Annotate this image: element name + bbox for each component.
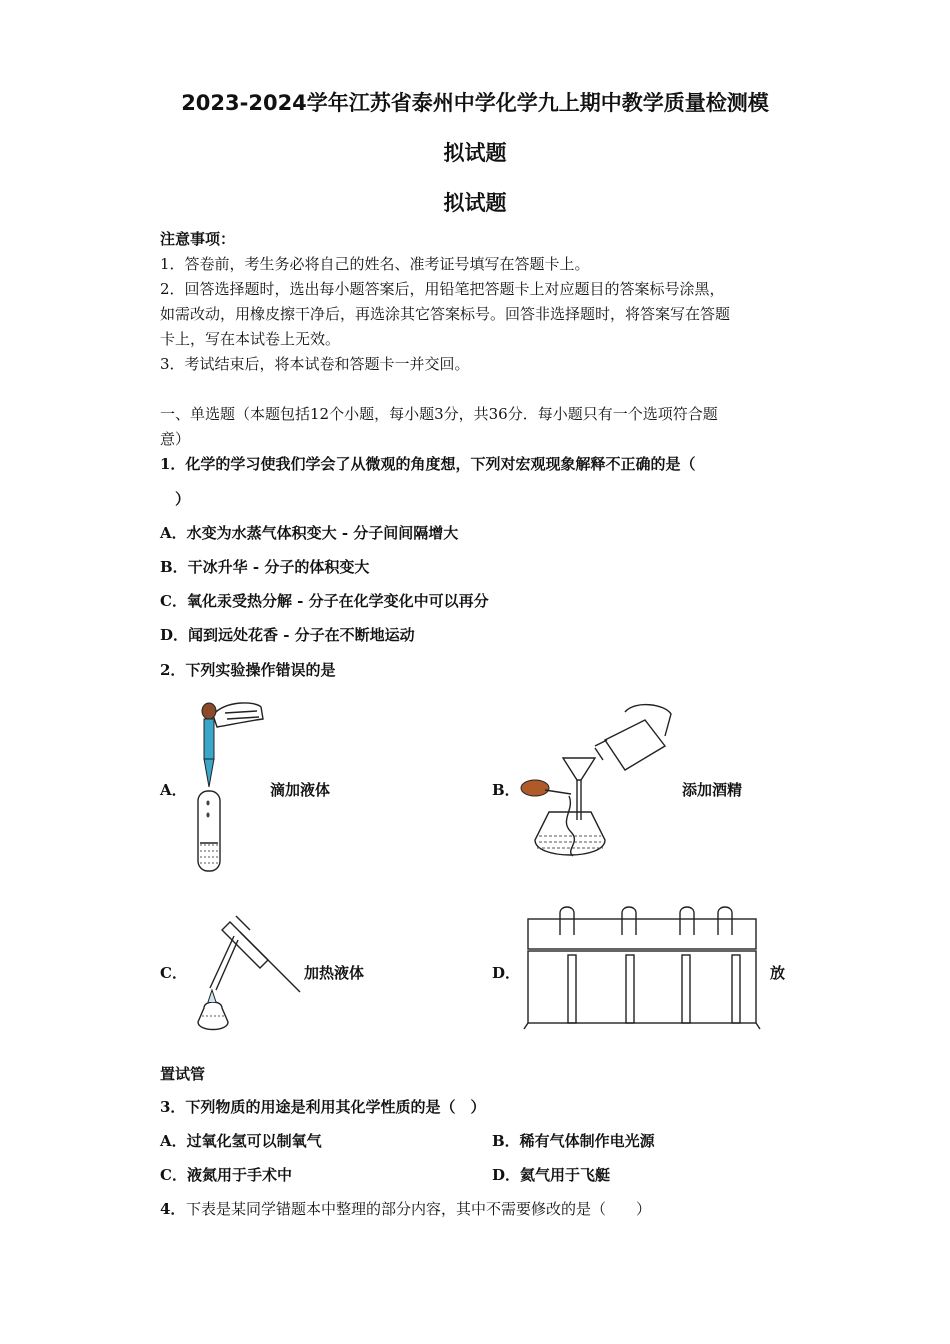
q2-b-caption: 添加酒精 [682,781,743,799]
q3-stem: 3．下列物质的用途是利用其化学性质的是（ ） [160,1098,486,1116]
page-title-line2: 拟试题 [443,141,507,165]
notice-item-2b: 如需改动，用橡皮擦干净后，再选涂其它答案标号。回答非选择题时，将答案写在答题 [160,305,731,323]
q1-option-b: B．干冰升华 - 分子的体积变大 [160,558,370,576]
notice-item-2c: 卡上，写在本试卷上无效。 [160,330,341,348]
q4-number: 4． [160,1200,186,1218]
q2-d-caption: 放 [770,964,786,982]
page-title-line1: 2023-2024学年江苏省泰州中学化学九上期中教学质量检测模 [181,91,769,115]
q3-option-a: A．过氧化氢可以制氧气 [160,1132,322,1150]
q1-option-a: A．水变为水蒸气体积变大 - 分子间间隔增大 [160,524,459,542]
q2-stem: 2．下列实验操作错误的是 [160,661,336,679]
figure-adding-alcohol [515,700,675,880]
page-title-line3: 拟试题 [443,191,507,215]
q2-a-caption: 滴加液体 [270,781,331,799]
q2-a-letter: A． [160,781,187,799]
q2-d-letter: D． [492,964,521,982]
figure-heating-liquid [190,912,305,1037]
notice-heading: 注意事项： [160,230,236,248]
notice-item-3: 3．考试结束后，将本试卷和答题卡一并交回。 [160,355,470,373]
figure-test-tube-rack [522,905,762,1030]
q1-option-c: C．氧化汞受热分解 - 分子在化学变化中可以再分 [160,592,489,610]
notice-item-2a: 2．回答选择题时，选出每小题答案后，用铅笔把答题卡上对应题目的答案标号涂黑， [160,280,725,298]
q3-option-d: D．氦气用于飞艇 [492,1166,611,1184]
q2-c-caption: 加热液体 [304,964,365,982]
q1-option-d: D．闻到远处花香 - 分子在不断地运动 [160,626,415,644]
section-heading-line2: 意） [160,430,191,448]
section-heading-line1: 一、单选题（本题包括12个小题，每小题3分，共36分．每小题只有一个选项符合题 [160,405,718,423]
q2-c-letter: C． [160,964,187,982]
q2-d-caption-cont: 置试管 [160,1065,206,1083]
q4-stem: 下表是某同学错题本中整理的部分内容，其中不需要修改的是（ ） [186,1200,652,1218]
q3-option-c: C．液氮用于手术中 [160,1166,292,1184]
figure-dropping-liquid [185,695,275,875]
q1-stem-end: ） [175,490,191,508]
notice-item-1: 1．答卷前，考生务必将自己的姓名、准考证号填写在答题卡上。 [160,255,590,273]
q1-stem: 1．化学的学习使我们学会了从微观的角度想，下列对宏观现象解释不正确的是（ [160,455,696,473]
q2-b-letter: B． [492,781,520,799]
q3-option-b: B．稀有气体制作电光源 [492,1132,655,1150]
